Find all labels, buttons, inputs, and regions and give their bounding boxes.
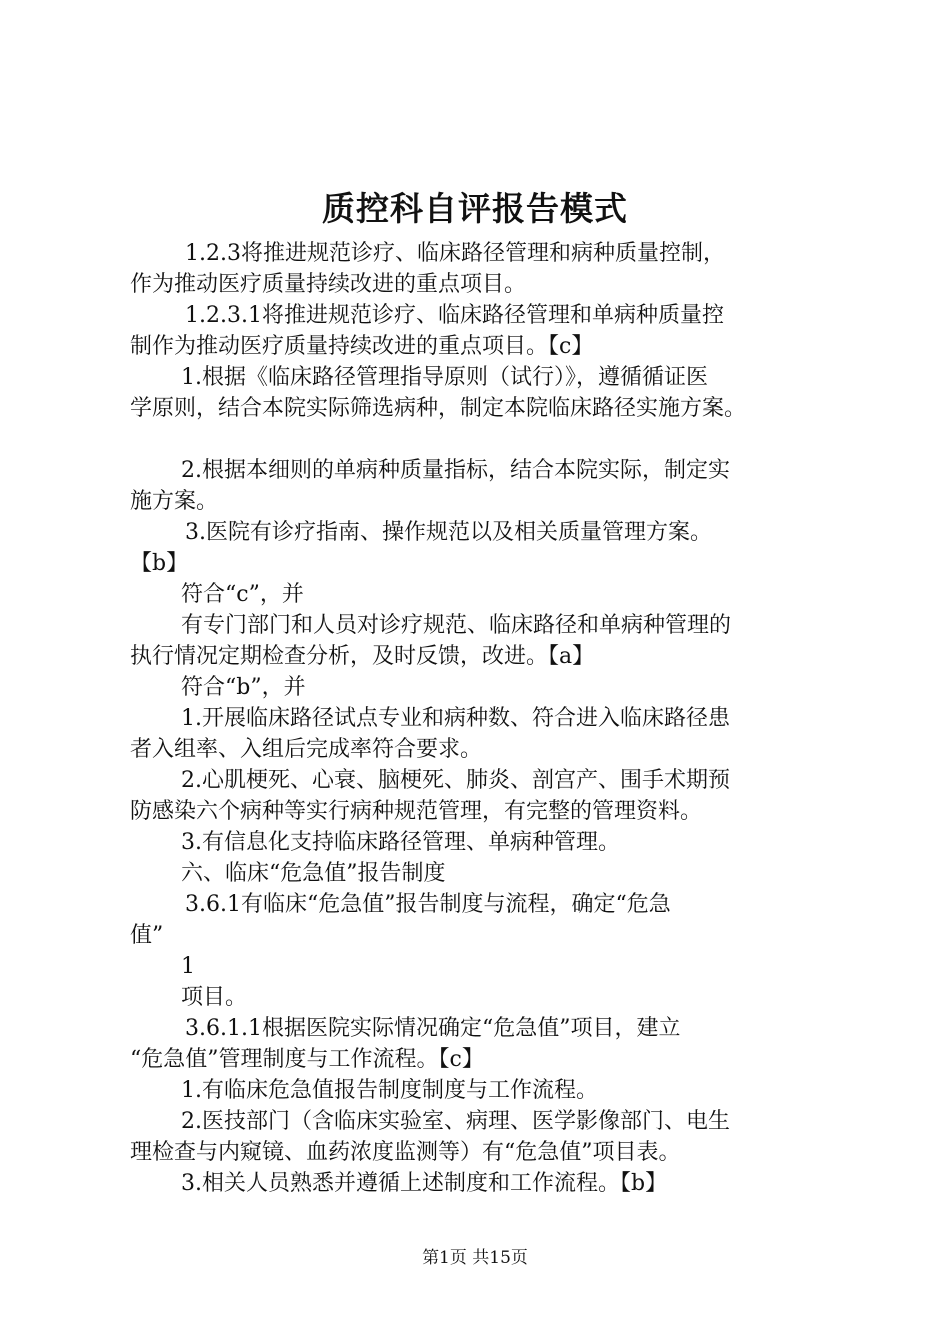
blank-line (130, 424, 840, 455)
paragraph-line: 值” (130, 923, 164, 948)
paragraph-line: 防感染六个病种等实行病种规范管理，有完整的管理资料。 (130, 799, 703, 824)
paragraph-line: 者入组率、入组后完成率符合要求。 (130, 737, 483, 762)
paragraph-line: 执行情况定期检查分析，及时反馈，改进。【a】 (130, 644, 595, 669)
paragraph-line: “危急值”管理制度与工作流程。【c】 (130, 1047, 484, 1072)
section-heading: 六、临床“危急值”报告制度 (181, 861, 446, 886)
paragraph-line: 1 (181, 954, 195, 979)
paragraph-line: 1.根据《临床路径管理指导原则（试行）》，遵循循证医 (181, 365, 708, 390)
document-title: 质控科自评报告模式 (322, 189, 628, 228)
paragraph-line: 1.有临床危急值报告制度制度与工作流程。 (181, 1078, 598, 1103)
paragraph-line: 3.相关人员熟悉并遵循上述制度和工作流程。【b】 (181, 1171, 668, 1196)
paragraph-line: 符合“c”，并 (181, 582, 304, 607)
paragraph-line: 3.6.1有临床“危急值”报告制度与流程，确定“危急 (185, 892, 671, 917)
paragraph-line: 项目。 (181, 985, 248, 1010)
paragraph-line: 作为推动医疗质量持续改进的重点项目。 (130, 272, 527, 297)
paragraph-line: 3.有信息化支持临床路径管理、单病种管理。 (181, 830, 620, 855)
page-number-footer: 第1页 共15页 (422, 1248, 528, 1268)
paragraph-line: 1.2.3.1将推进规范诊疗、临床路径管理和单病种质量控 (185, 303, 724, 328)
document-body (130, 238, 840, 1199)
paragraph-line: 学原则，结合本院实际筛选病种，制定本院临床路径实施方案。 (130, 396, 747, 421)
paragraph-line: 施方案。 (130, 489, 219, 514)
paragraph-line: 3.6.1.1根据医院实际情况确定“危急值”项目，建立 (185, 1016, 681, 1041)
paragraph-line: 2.根据本细则的单病种质量指标，结合本院实际，制定实 (181, 458, 730, 483)
paragraph-line: 2.心肌梗死、心衰、脑梗死、肺炎、剖宫产、围手术期预 (181, 768, 730, 793)
paragraph-line: 1.开展临床路径试点专业和病种数、符合进入临床路径患 (181, 706, 730, 731)
paragraph-line: 制作为推动医疗质量持续改进的重点项目。【c】 (130, 334, 594, 359)
paragraph-line: 1.2.3将推进规范诊疗、临床路径管理和病种质量控制， (185, 241, 725, 266)
paragraph-line: 理检查与内窥镜、血药浓度监测等）有“危急值”项目表。 (130, 1140, 681, 1165)
paragraph-line: 2.医技部门（含临床实验室、病理、医学影像部门、电生 (181, 1109, 730, 1134)
paragraph-line: 有专门部门和人员对诊疗规范、临床路径和单病种管理的 (181, 613, 732, 638)
paragraph-line: 3.医院有诊疗指南、操作规范以及相关质量管理方案。 (185, 520, 712, 545)
paragraph-line: 【b】 (130, 551, 189, 576)
paragraph-line: 符合“b”，并 (181, 675, 306, 700)
